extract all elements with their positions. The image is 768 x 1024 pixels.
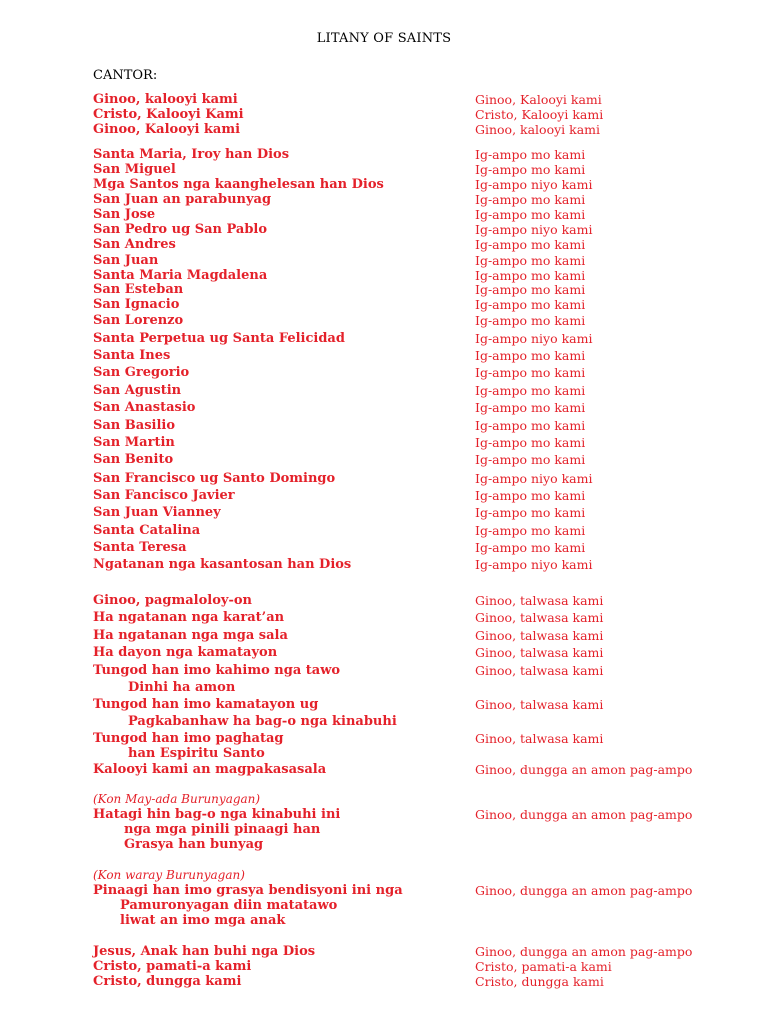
invocation-text: Cristo, dungga kami bbox=[93, 974, 242, 989]
invocation-text: Santa Teresa bbox=[93, 540, 187, 555]
response-text: Ginoo, talwasa kami bbox=[475, 697, 604, 712]
invocation-text: San Anastasio bbox=[93, 400, 196, 415]
response-text: Ig-ampo mo kami bbox=[475, 268, 586, 283]
litany-row bbox=[0, 435, 768, 451]
litany-row bbox=[0, 282, 768, 298]
invocation-text: Ginoo, pagmaloloy-on bbox=[93, 593, 252, 608]
invocation-text: Ha dayon nga kamatayon bbox=[93, 645, 278, 660]
response-text: Ig-ampo mo kami bbox=[475, 523, 586, 538]
invocation-text: San Ignacio bbox=[93, 297, 180, 312]
litany-row bbox=[0, 822, 768, 838]
litany-row bbox=[0, 331, 768, 347]
litany-row bbox=[0, 867, 768, 883]
response-text: Ginoo, Kalooyi kami bbox=[475, 92, 602, 107]
response-text: Ig-ampo niyo kami bbox=[475, 177, 593, 192]
invocation-text: San Agustin bbox=[93, 383, 182, 398]
response-text: Ig-ampo mo kami bbox=[475, 348, 586, 363]
litany-row bbox=[0, 680, 768, 696]
litany-row bbox=[0, 557, 768, 573]
invocation-text: Pamuronyagan diin matatawo bbox=[120, 898, 338, 913]
cantor-label: CANTOR: bbox=[93, 68, 158, 83]
invocation-text: San Pedro ug San Pablo bbox=[93, 222, 268, 237]
invocation-text: Tungod han imo kamatayon ug bbox=[93, 697, 319, 712]
litany-row bbox=[0, 177, 768, 193]
litany-row bbox=[0, 791, 768, 807]
response-text: Cristo, pamati-a kami bbox=[475, 959, 612, 974]
litany-row bbox=[0, 714, 768, 730]
litany-row bbox=[0, 898, 768, 914]
document-title: LITANY OF SAINTS bbox=[316, 31, 452, 46]
invocation-text: San Juan an parabunyag bbox=[93, 192, 272, 207]
litany-row bbox=[0, 540, 768, 556]
litany-row bbox=[0, 697, 768, 713]
invocation-text: San Francisco ug Santo Domingo bbox=[93, 471, 336, 486]
invocation-text: San Gregorio bbox=[93, 365, 190, 380]
invocation-text: Tungod han imo paghatag bbox=[93, 731, 284, 746]
litany-row bbox=[0, 488, 768, 504]
invocation-text: Santa Maria Magdalena bbox=[93, 268, 268, 283]
invocation-text: Grasya han bunyag bbox=[124, 837, 264, 852]
response-text: Ig-ampo mo kami bbox=[475, 400, 586, 415]
litany-row bbox=[0, 162, 768, 178]
response-text: Ig-ampo mo kami bbox=[475, 162, 586, 177]
response-text: Ginoo, talwasa kami bbox=[475, 593, 604, 608]
invocation-text: Santa Catalina bbox=[93, 523, 201, 538]
invocation-text: Jesus, Anak han buhi nga Dios bbox=[93, 944, 316, 959]
litany-row bbox=[0, 253, 768, 269]
invocation-text: han Espiritu Santo bbox=[128, 746, 265, 761]
invocation-text: San Lorenzo bbox=[93, 313, 184, 328]
invocation-text: San Juan bbox=[93, 253, 159, 268]
invocation-text: Ngatanan nga kasantosan han Dios bbox=[93, 557, 352, 572]
response-text: Ginoo, talwasa kami bbox=[475, 628, 604, 643]
litany-row bbox=[0, 207, 768, 223]
litany-row bbox=[0, 383, 768, 399]
response-text: Ig-ampo mo kami bbox=[475, 365, 586, 380]
response-text: Ig-ampo niyo kami bbox=[475, 471, 593, 486]
response-text: Ginoo, dungga an amon pag-ampo bbox=[475, 944, 693, 959]
response-text: Ig-ampo mo kami bbox=[475, 435, 586, 450]
response-text: Ig-ampo mo kami bbox=[475, 313, 586, 328]
response-text: Ginoo, talwasa kami bbox=[475, 663, 604, 678]
response-text: Ig-ampo mo kami bbox=[475, 192, 586, 207]
invocation-text: Santa Perpetua ug Santa Felicidad bbox=[93, 331, 345, 346]
rubric-note: (Kon May-ada Burunyagan) bbox=[93, 792, 261, 806]
response-text: Ig-ampo mo kami bbox=[475, 505, 586, 520]
invocation-text: nga mga pinili pinaagi han bbox=[124, 822, 321, 837]
rubric-note: (Kon waray Burunyagan) bbox=[93, 868, 245, 882]
litany-row bbox=[0, 365, 768, 381]
litany-row bbox=[0, 418, 768, 434]
invocation-text: San Fancisco Javier bbox=[93, 488, 235, 503]
response-text: Ginoo, dungga an amon pag-ampo bbox=[475, 883, 693, 898]
litany-row bbox=[0, 192, 768, 208]
litany-row bbox=[0, 731, 768, 747]
litany-row bbox=[0, 628, 768, 644]
response-text: Ig-ampo mo kami bbox=[475, 452, 586, 467]
litany-row bbox=[0, 807, 768, 823]
invocation-text: Ha ngatanan nga karat’an bbox=[93, 610, 285, 625]
response-text: Ginoo, talwasa kami bbox=[475, 731, 604, 746]
invocation-text: liwat an imo mga anak bbox=[120, 913, 286, 928]
invocation-text: San Juan Vianney bbox=[93, 505, 221, 520]
response-text: Ginoo, talwasa kami bbox=[475, 645, 604, 660]
invocation-text: San Martin bbox=[93, 435, 175, 450]
invocation-text: Ginoo, Kalooyi kami bbox=[93, 122, 241, 137]
invocation-text: Ginoo, kalooyi kami bbox=[93, 92, 238, 107]
response-text: Ginoo, kalooyi kami bbox=[475, 122, 601, 137]
litany-row bbox=[0, 122, 768, 138]
response-text: Ig-ampo mo kami bbox=[475, 540, 586, 555]
invocation-text: Mga Santos nga kaanghelesan han Dios bbox=[93, 177, 384, 192]
invocation-text: San Jose bbox=[93, 207, 156, 222]
invocation-text: San Basilio bbox=[93, 418, 176, 433]
litany-row bbox=[0, 505, 768, 521]
invocation-text: Dinhi ha amon bbox=[128, 680, 236, 695]
response-text: Ginoo, dungga an amon pag-ampo bbox=[475, 807, 693, 822]
litany-row bbox=[0, 92, 768, 108]
litany-row bbox=[0, 107, 768, 123]
litany-row bbox=[0, 746, 768, 762]
invocation-text: Tungod han imo kahimo nga tawo bbox=[93, 663, 341, 678]
litany-row bbox=[0, 645, 768, 661]
response-text: Ig-ampo mo kami bbox=[475, 237, 586, 252]
litany-row bbox=[0, 471, 768, 487]
litany-row bbox=[0, 297, 768, 313]
invocation-text: Pinaagi han imo grasya bendisyoni ini nga bbox=[93, 883, 403, 898]
invocation-text: Ha ngatanan nga mga sala bbox=[93, 628, 288, 643]
response-text: Cristo, Kalooyi kami bbox=[475, 107, 604, 122]
litany-row bbox=[0, 944, 768, 960]
litany-row bbox=[0, 523, 768, 539]
response-text: Ig-ampo mo kami bbox=[475, 207, 586, 222]
litany-row bbox=[0, 237, 768, 253]
litany-row bbox=[0, 400, 768, 416]
litany-row bbox=[0, 610, 768, 626]
invocation-text: Cristo, Kalooyi Kami bbox=[93, 107, 244, 122]
response-text: Ig-ampo mo kami bbox=[475, 297, 586, 312]
response-text: Ginoo, dungga an amon pag-ampo bbox=[475, 762, 693, 777]
litany-row bbox=[0, 348, 768, 364]
litany-row bbox=[0, 837, 768, 853]
litany-row bbox=[0, 883, 768, 899]
invocation-text: Kalooyi kami an magpakasasala bbox=[93, 762, 327, 777]
response-text: Ginoo, talwasa kami bbox=[475, 610, 604, 625]
litany-row bbox=[0, 762, 768, 778]
invocation-text: Pagkabanhaw ha bag-o nga kinabuhi bbox=[128, 714, 397, 729]
invocation-text: San Benito bbox=[93, 452, 174, 467]
litany-row bbox=[0, 222, 768, 238]
response-text: Ig-ampo niyo kami bbox=[475, 557, 593, 572]
invocation-text: San Miguel bbox=[93, 162, 176, 177]
response-text: Cristo, dungga kami bbox=[475, 974, 604, 989]
invocation-text: Hatagi hin bag-o nga kinabuhi ini bbox=[93, 807, 341, 822]
response-text: Ig-ampo niyo kami bbox=[475, 331, 593, 346]
response-text: Ig-ampo mo kami bbox=[475, 147, 586, 162]
litany-row bbox=[0, 663, 768, 679]
litany-row bbox=[0, 147, 768, 163]
invocation-text: Cristo, pamati-a kami bbox=[93, 959, 252, 974]
litany-row bbox=[0, 913, 768, 929]
invocation-text: San Andres bbox=[93, 237, 176, 252]
litany-row bbox=[0, 313, 768, 329]
invocation-text: Santa Ines bbox=[93, 348, 171, 363]
response-text: Ig-ampo mo kami bbox=[475, 488, 586, 503]
response-text: Ig-ampo mo kami bbox=[475, 253, 586, 268]
response-text: Ig-ampo mo kami bbox=[475, 282, 586, 297]
invocation-text: San Esteban bbox=[93, 282, 184, 297]
response-text: Ig-ampo niyo kami bbox=[475, 222, 593, 237]
response-text: Ig-ampo mo kami bbox=[475, 418, 586, 433]
litany-row bbox=[0, 974, 768, 990]
invocation-text: Santa Maria, Iroy han Dios bbox=[93, 147, 290, 162]
response-text: Ig-ampo mo kami bbox=[475, 383, 586, 398]
litany-row bbox=[0, 959, 768, 975]
litany-row bbox=[0, 593, 768, 609]
litany-row bbox=[0, 452, 768, 468]
